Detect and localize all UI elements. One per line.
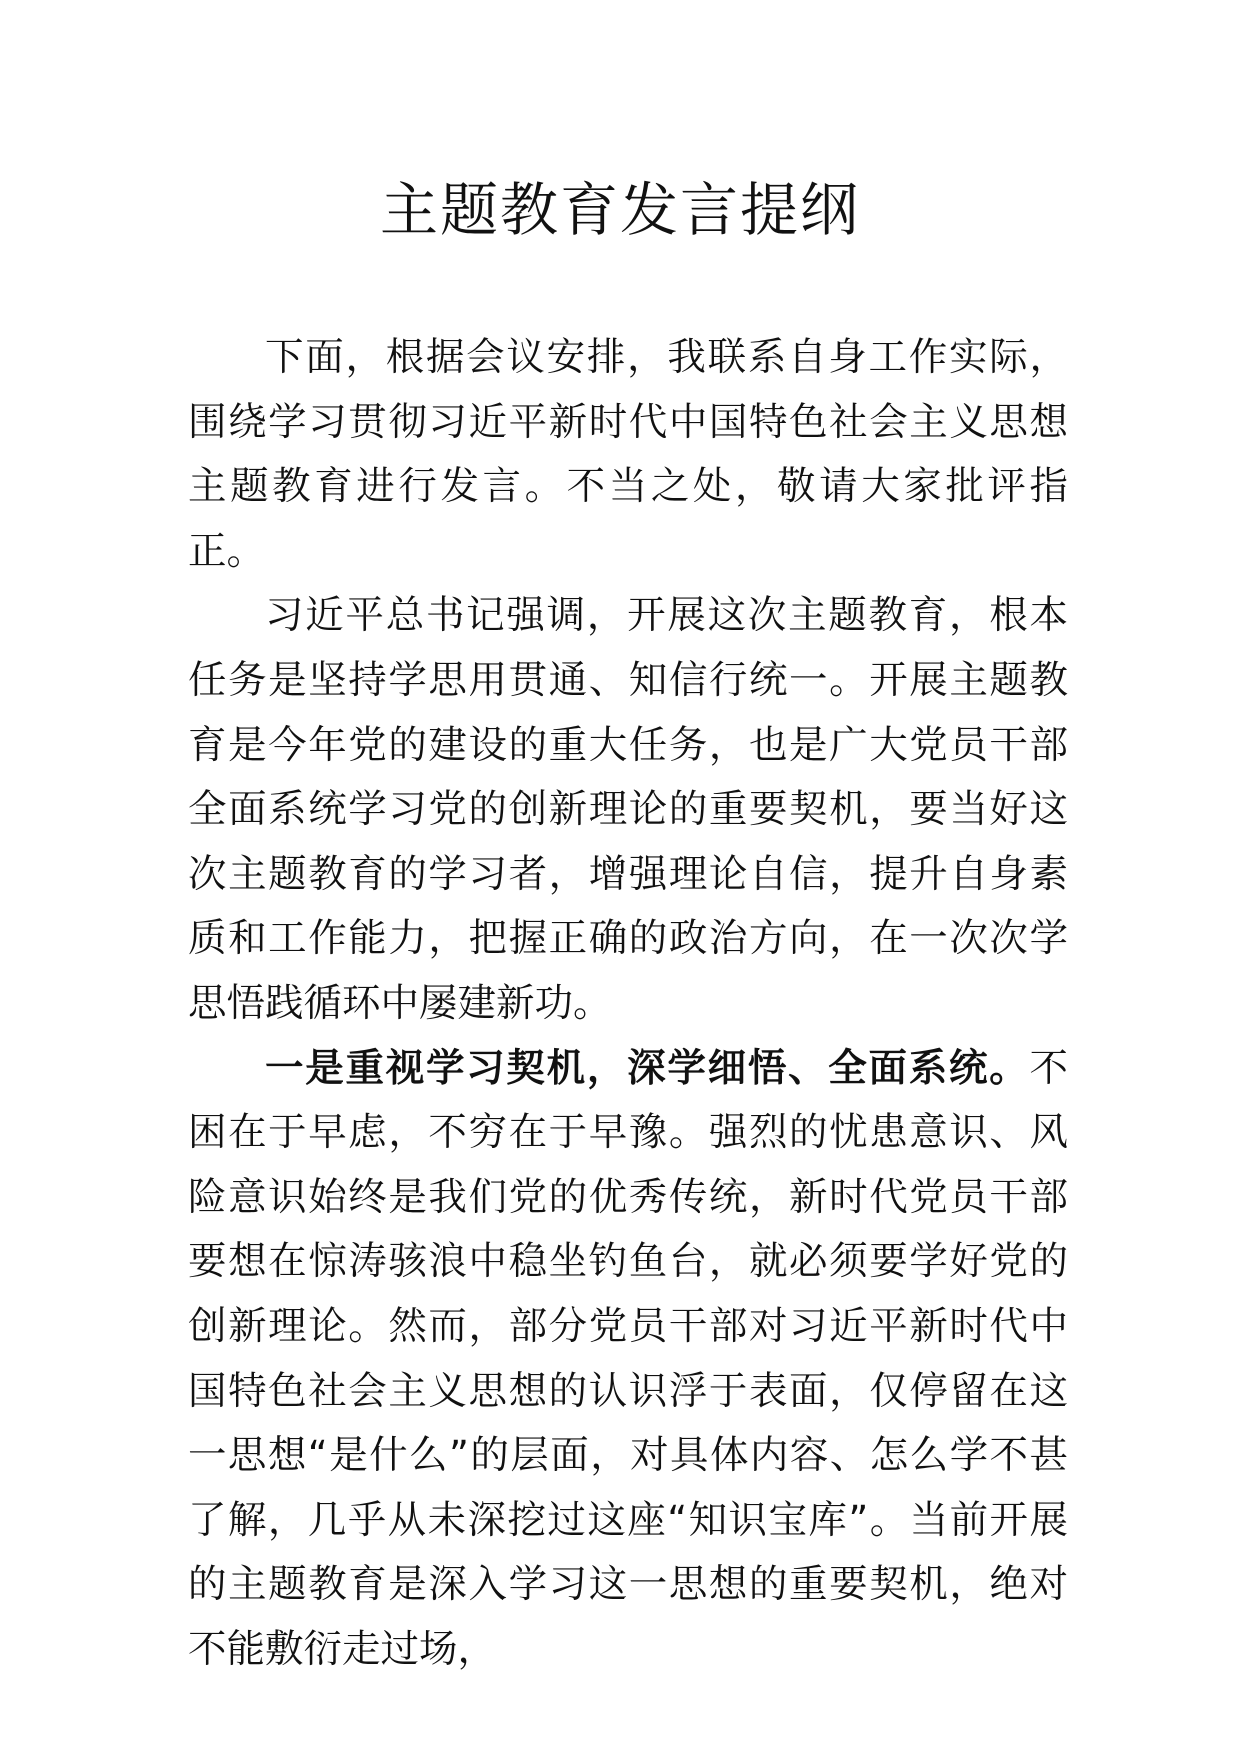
paragraph-text: 习近平总书记强调，开展这次主题教育，根本任务是坚持学思用贯通、知信行统一。开展主题教育是今年党的建设的重大任务，也是广大党员干部全面系统学习党的创新理论的重要契机，要当好这次主题教育的学习者，增强理论自信，提升自身素质和工作能力，把握正确的政治方向，在一次次学思悟践循环中屡建新功。 [188,593,1068,1026]
paragraph-point-one [188,1037,1068,1683]
paragraph-text: 下面，根据会议安排，我联系自身工作实际，围绕学习贯彻习近平新时代中国特色社会主义思想主题教育进行发言。不当之处，敬请大家批评指正。 [188,335,1068,574]
document-body [188,326,1068,1682]
document-title: 主题教育发言提纲 [379,176,860,244]
paragraph-text: 不困在于早虑，不穷在于早豫。强烈的忧患意识、风险意识始终是我们党的优秀传统，新时代党员干部要想在惊涛骇浪中稳坐钓鱼台，就必须要学好党的创新理论。然而，部分党员干部对习近平新时代中国特色社会主义思想的认识浮于表面，仅停留在这一思想“是什么”的层面，对具体内容、怎么学不甚了解，几乎从未深挖过这座“知识宝库”。当前开展的主题教育是深入学习这一思想的重要契机，绝对不能敷衍走过场， [188,1045,1068,1672]
paragraph-lead-heading: 一是重视学习契机，深学细悟、全面系统。 [265,1045,1030,1091]
paragraph-task [188,584,1068,1036]
paragraph-intro [188,326,1068,584]
